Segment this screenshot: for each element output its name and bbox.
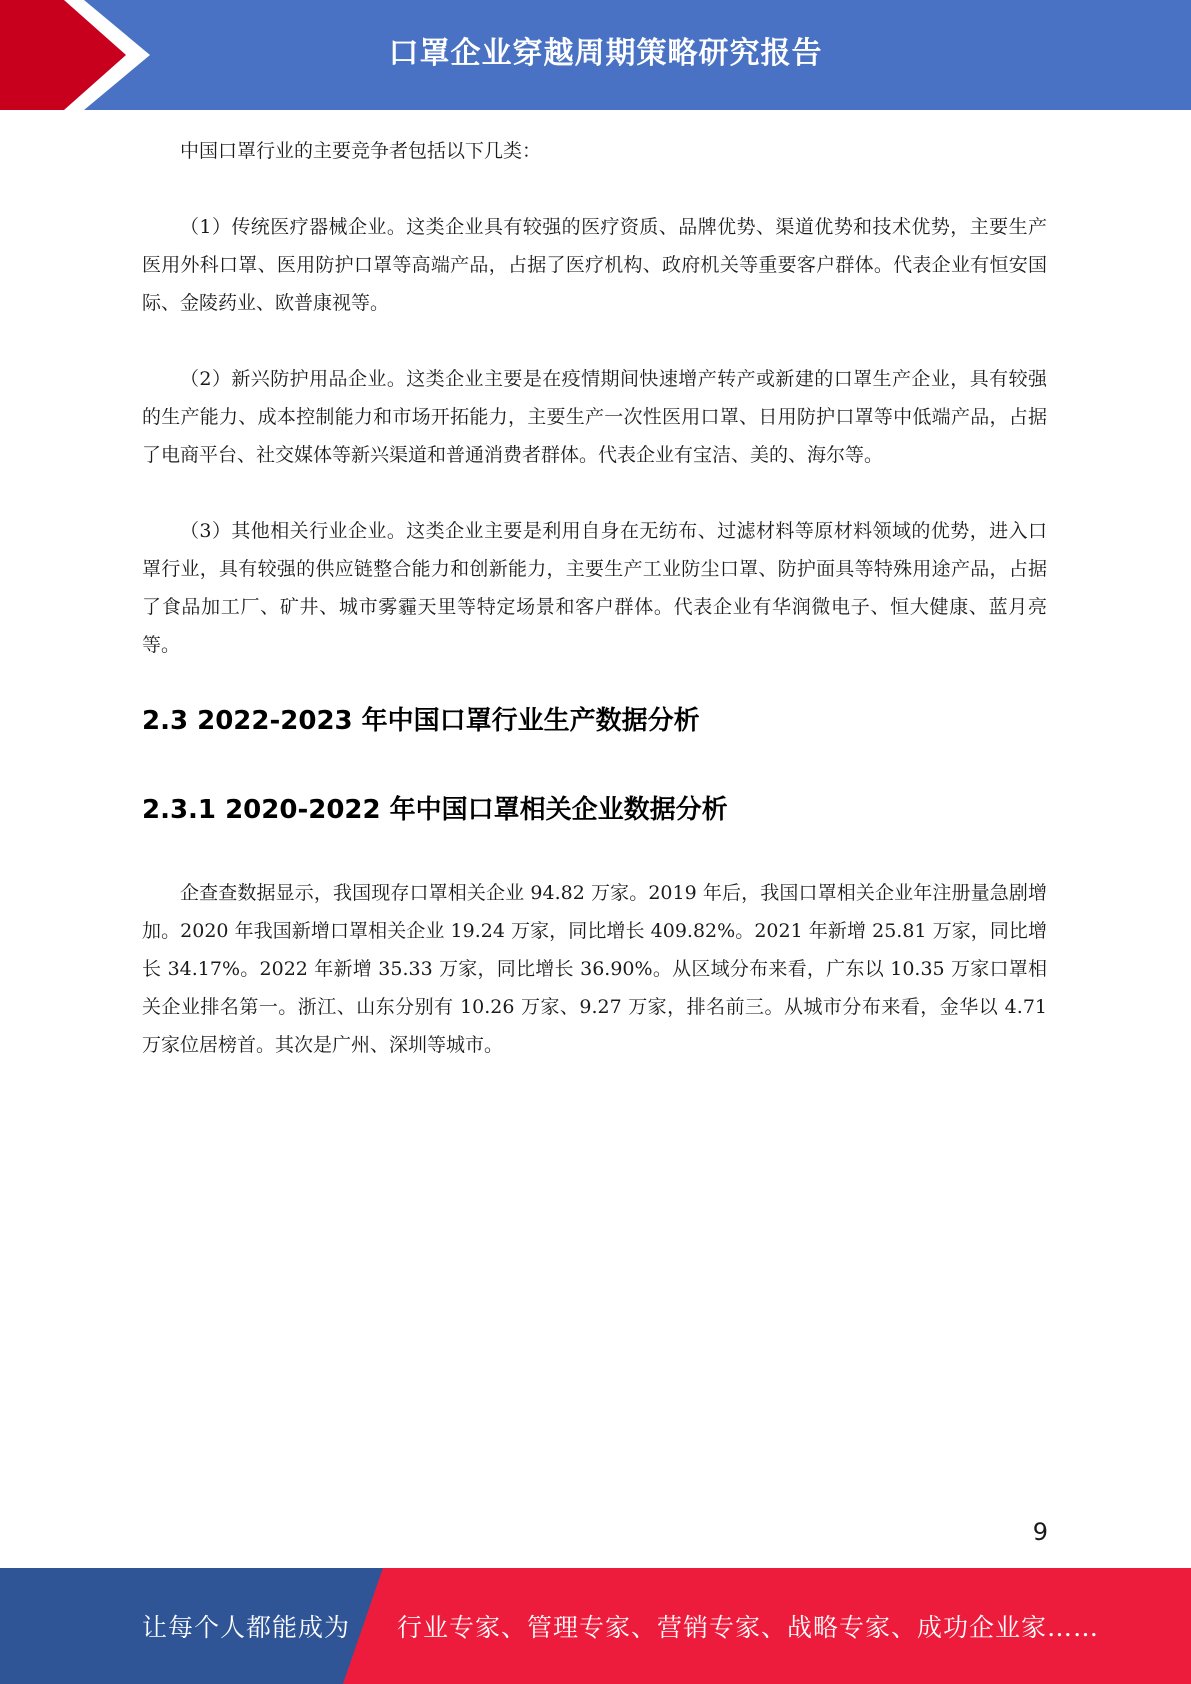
competitor-paragraph-2: （2）新兴防护用品企业。这类企业主要是在疫情期间快速增产转产或新建的口罩生产企业，具有较强的生产能力、成本控制能力和市场开拓能力，主要生产一次性医用口罩、日用防护口罩等中低端产品，占据了电商平台、社交媒体等新兴渠道和普通消费者群体。代表企业有宝洁、美的、海尔等。 <box>142 368 1047 466</box>
section-heading: 2.3 2022-2023 年中国口罩行业生产数据分析 <box>142 706 700 736</box>
main-content <box>142 132 1047 1064</box>
competitor-paragraph-1: （1）传统医疗器械企业。这类企业具有较强的医疗资质、品牌优势、渠道优势和技术优势，主要生产医用外科口罩、医用防护口罩等高端产品，占据了医疗机构、政府机关等重要客户群体。代表企业有恒安国际、金陵药业、欧普康视等。 <box>142 216 1047 314</box>
page-number: 9 <box>1032 1518 1048 1546</box>
subsection-heading: 2.3.1 2020-2022 年中国口罩相关企业数据分析 <box>142 795 728 825</box>
page-footer <box>0 1568 1191 1684</box>
report-title: 口罩企业穿越周期策略研究报告 <box>388 36 823 71</box>
page-header <box>0 0 1191 110</box>
competitor-paragraph-3: （3）其他相关行业企业。这类企业主要是利用自身在无纺布、过滤材料等原材料领域的优势，进入口罩行业，具有较强的供应链整合能力和创新能力，主要生产工业防尘口罩、防护面具等特殊用途产品，占据了食品加工厂、矿井、城市雾霾天里等特定场景和客户群体。代表企业有华润微电子、恒大健康、蓝月亮等。 <box>142 520 1047 656</box>
data-analysis-paragraph: 企查查数据显示，我国现存口罩相关企业 94.82 万家。2019 年后，我国口罩相关企业年注册量急剧增加。2020 年我国新增口罩相关企业 19.24 万家，同比增长 409.82%。2021 年新增 25.81 万家，同比增长 34.17%。2022 年新增 35.33 万家，同比增长 36.90%。从区域分布来看，广东以 10.35 万家口罩相关企业排名第一。浙江、山东分别有 10.26 万家、9.27 万家，排名前三。从城市分布来看，金华以 4.71 万家位居榜首。其次是广州、深圳等城市。 <box>142 882 1047 1056</box>
intro-paragraph: 中国口罩行业的主要竞争者包括以下几类： <box>180 140 542 162</box>
footer-slogan-left: 让每个人都能成为 <box>142 1613 351 1642</box>
footer-slogan-right: 行业专家、管理专家、营销专家、战略专家、成功企业家…… <box>397 1613 1100 1642</box>
